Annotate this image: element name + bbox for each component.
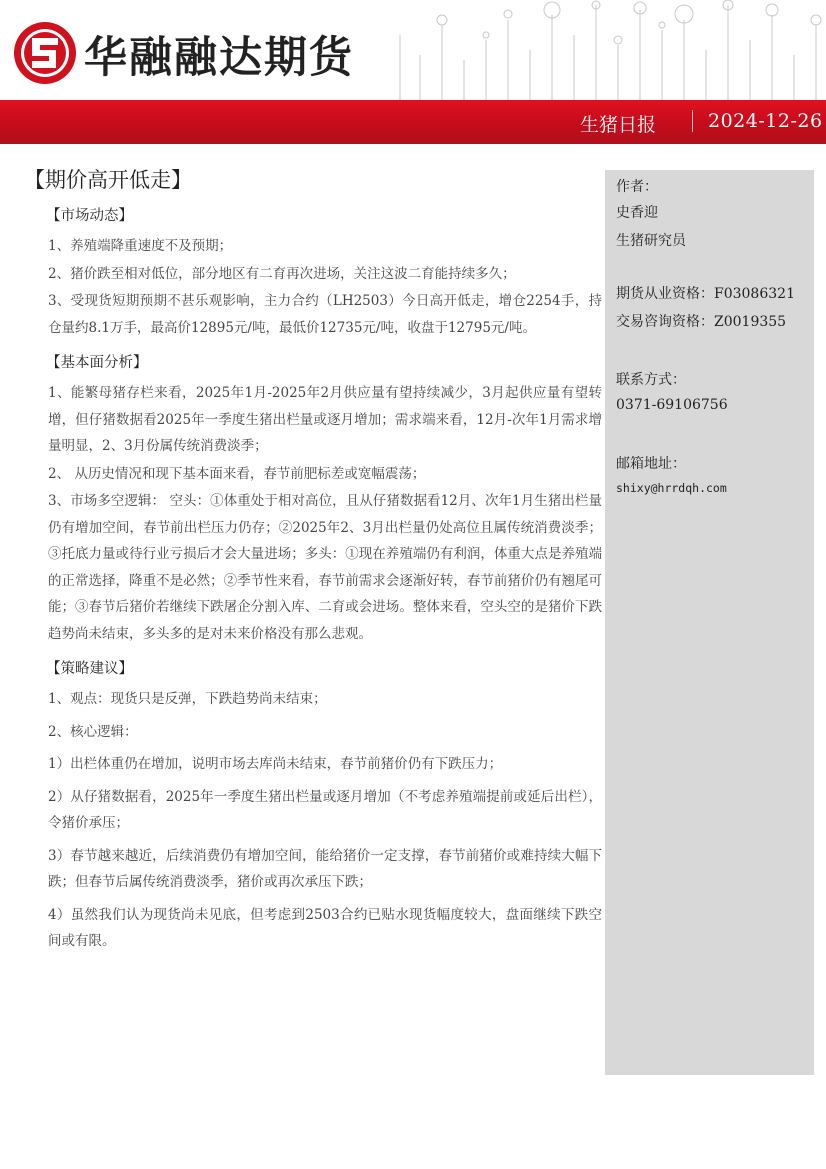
paragraph: 3、受现货短期预期不甚乐观影响，主力合约（LH2503）今日高开低走，增仓2254手，持仓量约8.1万手，最高价12895元/吨，最低价12735元/吨，收盘于12795元/吨。 xyxy=(48,293,602,336)
paragraph: 3、市场多空逻辑： 空头：①体重处于相对高位，且从仔猪数据看12月、次年1月生猪出栏量仍有增加空间，春节前出栏压力仍存；②2025年2、3月出栏量仍处高位且属传统消费淡季；③托底力量或待行业亏损后才会大量进场；多头：①现在养殖端仍有利润，体重大点是养殖端的正常选择，降重不是必然；②季节性来看，春节前需求会逐渐好转，春节前猪价仍有翘尾可能；③春节后猪价若继续下跌屠企分割入库、二育或会进场。整体来看，空头空的是猪价下跌趋势尚未结束，多头多的是对未来价格没有那么悲观。 xyxy=(48,493,602,642)
decorative-pattern xyxy=(380,0,826,100)
paragraph: 1）出栏体重仍在增加，说明市场去库尚未结束，春节前猪价仍有下跌压力； xyxy=(48,756,503,772)
author-name: 史香迎 xyxy=(616,205,658,221)
email-address[interactable]: shixy@hrrdqh.com xyxy=(616,481,727,495)
author-label: 作者： xyxy=(616,179,658,195)
contact-phone: 0371-69106756 xyxy=(616,397,728,413)
author-sidebar xyxy=(605,170,814,1075)
title-separator xyxy=(692,110,693,132)
section-title-strategy: 【策略建议】 xyxy=(46,661,133,677)
paragraph: 1、能繁母猪存栏来看，2025年1月-2025年2月供应量有望持续减少，3月起供应量有望转增，但仔猪数据看2025年一季度生猪出栏量或逐月增加；需求端来看，12月-次年1月需求增量明显，2、3月份属传统消费淡季； xyxy=(48,385,602,454)
paragraph: 3）春节越来越近，后续消费仍有增加空间，能给猪价一定支撑，春节前猪价或难持续大幅下跌；但春节后属传统消费淡季，猪价或再次承压下跌； xyxy=(48,847,602,890)
paragraph: 1、养殖端降重速度不及预期； xyxy=(48,238,233,254)
section-title-market: 【市场动态】 xyxy=(46,208,133,224)
page-header xyxy=(0,0,826,100)
report-date: 2024-12-26 xyxy=(708,110,823,132)
futures-qualification: 期货从业资格：F03086321 xyxy=(616,286,795,302)
page-title: 【期价高开低走】 xyxy=(24,168,192,192)
contact-label: 联系方式： xyxy=(616,372,686,388)
paragraph: 2、猪价跌至相对低位，部分地区有二育再次进场，关注这波二育能持续多久； xyxy=(48,265,516,282)
main-content xyxy=(22,164,602,961)
title-bar xyxy=(0,100,826,144)
author-title: 生猪研究员 xyxy=(616,233,686,249)
brand-name: 华融融达期货 xyxy=(84,33,354,83)
paragraph: 2、 从历史情况和现下基本面来看，春节前肥标差或宽幅震荡； xyxy=(48,465,426,482)
paragraph: 2）从仔猪数据看，2025年一季度生猪出栏量或逐月增加（不考虑养殖端提前或延后出栏），令猪价承压； xyxy=(48,788,602,831)
section-title-fundamentals: 【基本面分析】 xyxy=(46,355,148,371)
paragraph: 2、核心逻辑： xyxy=(48,723,138,740)
report-title: 生猪日报 xyxy=(580,114,657,136)
paragraph: 4）虽然我们认为现货尚未见底，但考虑到2503合约已贴水现货幅度较大，盘面继续下跌空间或有限。 xyxy=(48,906,602,949)
paragraph: 1、观点：现货只是反弹，下跌趋势尚未结束； xyxy=(48,691,327,707)
brand-logo-icon xyxy=(12,20,78,86)
email-label: 邮箱地址： xyxy=(616,456,686,472)
consult-qualification: 交易咨询资格：Z0019355 xyxy=(616,314,787,330)
